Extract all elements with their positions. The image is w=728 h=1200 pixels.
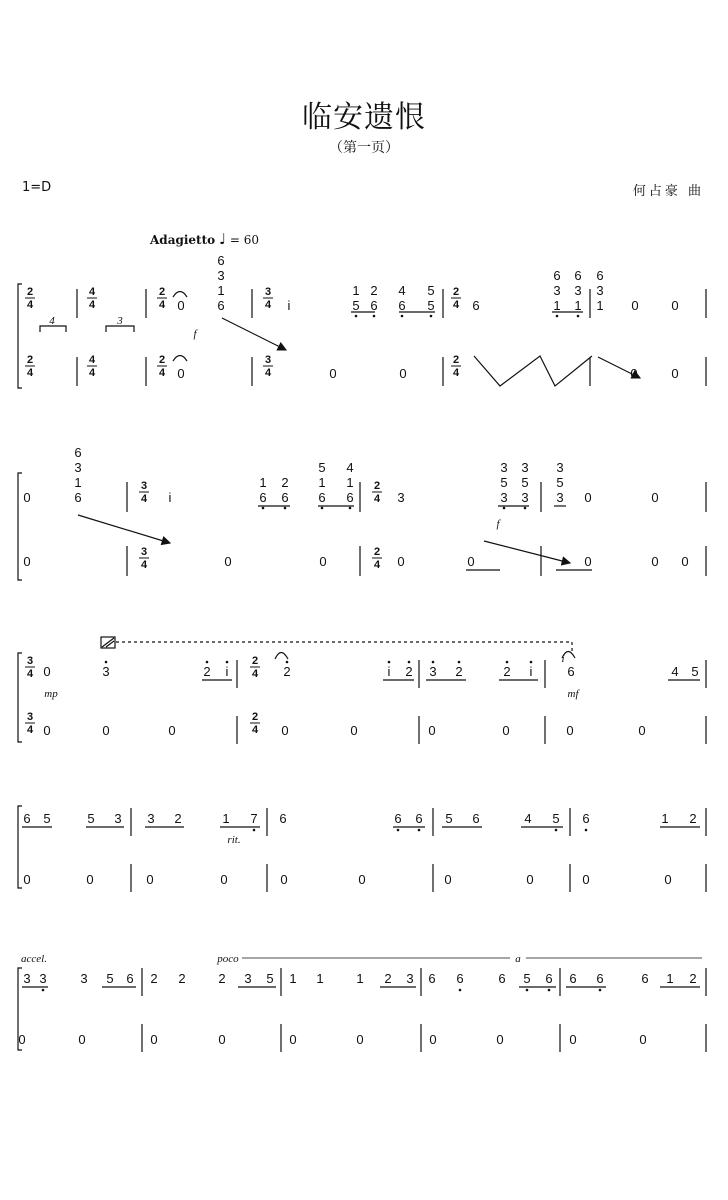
jianpu-note: 5 — [427, 298, 435, 313]
chord-note: 6 — [74, 445, 82, 460]
jianpu-note: 4 — [524, 811, 532, 826]
jianpu-note: 6 — [281, 490, 289, 505]
time-signature-top: 2 — [26, 286, 34, 298]
jianpu-note: i — [529, 664, 533, 679]
chord-note: 6 — [74, 490, 82, 505]
time-signature-top: 4 — [88, 286, 96, 298]
rest: 0 — [397, 554, 405, 569]
time-signature-bottom: 4 — [26, 668, 34, 680]
jianpu-note: 0 — [671, 298, 679, 313]
rest: 0 — [177, 298, 185, 313]
jianpu-note: 2 — [150, 971, 158, 986]
time-signature-top: 2 — [373, 546, 381, 558]
score-notes — [18, 253, 698, 1047]
jianpu-note: 6 — [23, 811, 31, 826]
jianpu-note: 2 — [174, 811, 182, 826]
rest: 0 — [356, 1032, 364, 1047]
rest: 0 — [146, 872, 154, 887]
jianpu-note: 5 — [266, 971, 274, 986]
jianpu-note: 2 — [281, 475, 289, 490]
rit-marking: rit. — [227, 834, 241, 846]
jianpu-note: 1 — [318, 475, 326, 490]
jianpu-note: 1 — [596, 298, 604, 313]
jianpu-note: 6 — [567, 664, 575, 679]
jianpu-note: 3 — [500, 460, 508, 475]
rest: 0 — [43, 723, 51, 738]
rest: 0 — [496, 1032, 504, 1047]
jianpu-note: 6 — [569, 971, 577, 986]
time-signature-top: 2 — [158, 286, 166, 298]
jianpu-note: 3 — [102, 664, 110, 679]
jianpu-note: 1 — [661, 811, 669, 826]
chord-note: 6 — [217, 298, 225, 313]
jianpu-note: 2 — [203, 664, 211, 679]
rest: 0 — [218, 1032, 226, 1047]
jianpu-note: 3 — [574, 283, 582, 298]
jianpu-note: 2 — [384, 971, 392, 986]
jianpu-note: 3 — [244, 971, 252, 986]
jianpu-note: 4 — [671, 664, 679, 679]
octave-dot — [459, 989, 462, 992]
jianpu-note: 5 — [552, 811, 560, 826]
staff-lines — [18, 284, 706, 1052]
jianpu-note: 5 — [43, 811, 51, 826]
time-signature-top: 2 — [251, 711, 259, 723]
jianpu-note: 6 — [346, 490, 354, 505]
jianpu-note: 5 — [445, 811, 453, 826]
jianpu-note: 2 — [689, 811, 697, 826]
jianpu-note: 4 — [346, 460, 354, 475]
jianpu-note: 0 — [651, 490, 659, 505]
rest: 0 — [639, 1032, 647, 1047]
jianpu-note: 3 — [429, 664, 437, 679]
dynamic-marking: mp — [44, 688, 58, 700]
rest: 0 — [319, 554, 327, 569]
jianpu-note: 5 — [427, 283, 435, 298]
octave-dot — [530, 661, 533, 664]
jianpu-note: 0 — [584, 490, 592, 505]
time-signature-bottom: 4 — [264, 299, 272, 311]
jianpu-note: 6 — [582, 811, 590, 826]
rest: 0 — [23, 490, 31, 505]
time-signature-bottom: 4 — [140, 559, 148, 571]
rest: 0 — [78, 1032, 86, 1047]
jianpu-note: 6 — [472, 811, 480, 826]
jianpu-note: 2 — [283, 664, 291, 679]
rest: 0 — [582, 872, 590, 887]
rest: 0 — [358, 872, 366, 887]
octave-dot — [262, 507, 265, 510]
octave-dot — [286, 661, 289, 664]
jianpu-note: 2 — [178, 971, 186, 986]
time-signature-top: 4 — [88, 354, 96, 366]
rest: 0 — [150, 1032, 158, 1047]
rest: 0 — [569, 1032, 577, 1047]
jianpu-note: 6 — [428, 971, 436, 986]
jianpu-note: i — [225, 664, 229, 679]
jianpu-note: 3 — [80, 971, 88, 986]
rest: 0 — [281, 723, 289, 738]
chord-note: 1 — [74, 475, 82, 490]
jianpu-note: 6 — [472, 298, 480, 313]
rest: 0 — [280, 872, 288, 887]
octave-dot — [506, 661, 509, 664]
jianpu-note: 3 — [23, 971, 31, 986]
tuplet-number: 3 — [117, 315, 123, 327]
grace-note: i — [561, 653, 565, 665]
jianpu-note: 2 — [689, 971, 697, 986]
octave-dot — [321, 507, 324, 510]
rest: 0 — [630, 366, 638, 381]
composer-credit: 何占豪 曲 — [632, 184, 704, 199]
rest: 0 — [86, 872, 94, 887]
tuplet-number: 4 — [49, 315, 55, 327]
jianpu-note: 0 — [631, 298, 639, 313]
time-signature-bottom: 4 — [452, 299, 460, 311]
rest: 0 — [220, 872, 228, 887]
rest: 0 — [681, 554, 689, 569]
jianpu-note: 3 — [521, 490, 529, 505]
dynamic-marking: f — [496, 518, 500, 530]
key-signature: 1=D — [22, 180, 52, 195]
jianpu-note: 6 — [545, 971, 553, 986]
jianpu-note: 6 — [259, 490, 267, 505]
jianpu-note: 2 — [455, 664, 463, 679]
time-signature-bottom: 4 — [452, 367, 460, 379]
time-signature-top: 2 — [158, 354, 166, 366]
jianpu-note: i — [387, 664, 391, 679]
time-signature-top: 2 — [452, 286, 460, 298]
jianpu-note: 3 — [397, 490, 405, 505]
jianpu-note: 6 — [641, 971, 649, 986]
octave-dot — [555, 829, 558, 832]
octave-dot — [418, 829, 421, 832]
octave-dot — [388, 661, 391, 664]
rest: 0 — [651, 554, 659, 569]
accel-marking: accel. — [21, 953, 47, 965]
jianpu-note: 1 — [574, 298, 582, 313]
chord-note: 3 — [74, 460, 82, 475]
jianpu-note: 5 — [500, 475, 508, 490]
rest: 0 — [638, 723, 646, 738]
time-signature-top: 3 — [26, 655, 34, 667]
time-signature-bottom: 4 — [373, 493, 381, 505]
tempo-term: Adagietto — [150, 233, 216, 247]
rest: 0 — [23, 872, 31, 887]
jianpu-note: 6 — [415, 811, 423, 826]
jianpu-note: 3 — [521, 460, 529, 475]
time-signature-top: 2 — [251, 655, 259, 667]
jianpu-note: 0 — [43, 664, 51, 679]
jianpu-note: 6 — [279, 811, 287, 826]
rest: 0 — [18, 1032, 26, 1047]
jianpu-note: 3 — [500, 490, 508, 505]
time-signature-bottom: 4 — [158, 299, 166, 311]
jianpu-note: 3 — [114, 811, 122, 826]
octave-dot — [42, 989, 45, 992]
jianpu-note: 2 — [405, 664, 413, 679]
rest: 0 — [671, 366, 679, 381]
dynamic-marking: f — [193, 328, 197, 340]
jianpu-note: 1 — [352, 283, 360, 298]
time-signature-bottom: 4 — [158, 367, 166, 379]
octave-dot — [526, 989, 529, 992]
time-signature-top: 2 — [26, 354, 34, 366]
quarter-note-icon: ♩ — [218, 230, 227, 248]
octave-dot — [226, 661, 229, 664]
time-signature-bottom: 4 — [88, 367, 96, 379]
rest: 0 — [399, 366, 407, 381]
octave-dot — [355, 315, 358, 318]
jianpu-note: 6 — [394, 811, 402, 826]
jianpu-note: 6 — [370, 298, 378, 313]
time-signature-bottom: 4 — [88, 299, 96, 311]
octave-dot — [105, 661, 108, 664]
chord-note: 3 — [217, 268, 225, 283]
a-marking: a — [515, 953, 521, 965]
jianpu-note: 3 — [556, 460, 564, 475]
jianpu-note: 1 — [222, 811, 230, 826]
jianpu-note: 3 — [553, 283, 561, 298]
time-signature-bottom: 4 — [251, 668, 259, 680]
rest: 0 — [566, 723, 574, 738]
jianpu-note: 1 — [259, 475, 267, 490]
octave-dot — [408, 661, 411, 664]
rest: 0 — [102, 723, 110, 738]
rest: 0 — [177, 366, 185, 381]
octave-dot — [503, 507, 506, 510]
octave-dot — [397, 829, 400, 832]
jianpu-note: 5 — [523, 971, 531, 986]
jianpu-note: 6 — [398, 298, 406, 313]
jianpu-note: 6 — [498, 971, 506, 986]
octave-dot — [585, 829, 588, 832]
jianpu-note: 5 — [352, 298, 360, 313]
rest: 0 — [584, 554, 592, 569]
jianpu-note: i — [168, 490, 172, 505]
time-signature-bottom: 4 — [140, 493, 148, 505]
time-signature-top: 3 — [26, 711, 34, 723]
rest: 0 — [168, 723, 176, 738]
time-signature-bottom: 4 — [251, 724, 259, 736]
octave-dot — [524, 507, 527, 510]
jianpu-note: 6 — [126, 971, 134, 986]
jianpu-note: i — [287, 298, 291, 313]
chord-note: 1 — [217, 283, 225, 298]
time-signature-top: 2 — [373, 480, 381, 492]
time-signature-bottom: 4 — [26, 367, 34, 379]
time-signature-bottom: 4 — [26, 724, 34, 736]
jianpu-note: 6 — [553, 268, 561, 283]
time-signature-top: 3 — [264, 354, 272, 366]
jianpu-note: 4 — [398, 283, 406, 298]
jianpu-note: 5 — [521, 475, 529, 490]
time-signature-top: 2 — [452, 354, 460, 366]
dynamic-marking: mf — [567, 688, 579, 700]
rest: 0 — [428, 723, 436, 738]
jianpu-note: 3 — [556, 490, 564, 505]
jianpu-note: 6 — [456, 971, 464, 986]
jianpu-note: 1 — [316, 971, 324, 986]
time-signature-bottom: 4 — [26, 299, 34, 311]
time-signature-bottom: 4 — [373, 559, 381, 571]
jianpu-note: 6 — [596, 268, 604, 283]
jianpu-note: 6 — [596, 971, 604, 986]
jianpu-note: 5 — [318, 460, 326, 475]
jianpu-note: 3 — [39, 971, 47, 986]
jianpu-note: 5 — [556, 475, 564, 490]
octave-dot — [253, 829, 256, 832]
rest: 0 — [23, 554, 31, 569]
jianpu-note: 5 — [691, 664, 699, 679]
tempo-value: = 60 — [229, 233, 260, 247]
jianpu-note: 3 — [147, 811, 155, 826]
jianpu-note: 2 — [218, 971, 226, 986]
octave-dot — [373, 315, 376, 318]
jianpu-note: 6 — [574, 268, 582, 283]
jianpu-note: 1 — [553, 298, 561, 313]
octave-dot — [284, 507, 287, 510]
time-signature-bottom: 4 — [264, 367, 272, 379]
chord-note: 6 — [217, 253, 225, 268]
octave-dot — [206, 661, 209, 664]
jianpu-note: 3 — [406, 971, 414, 986]
rest: 0 — [664, 872, 672, 887]
jianpu-note: 2 — [503, 664, 511, 679]
octave-dot — [599, 989, 602, 992]
rest: 0 — [224, 554, 232, 569]
octave-dot — [556, 315, 559, 318]
octave-dot — [432, 661, 435, 664]
jianpu-note: 2 — [370, 283, 378, 298]
octave-dot — [349, 507, 352, 510]
jianpu-note: 7 — [250, 811, 258, 826]
page-subtitle: （第一页） — [329, 140, 399, 156]
rest: 0 — [289, 1032, 297, 1047]
jianpu-note: 1 — [289, 971, 297, 986]
rest: 0 — [467, 554, 475, 569]
rest: 0 — [350, 723, 358, 738]
octave-dot — [458, 661, 461, 664]
jianpu-note: 1 — [666, 971, 674, 986]
piece-title: 临安遗恨 — [302, 100, 426, 135]
octave-dot — [401, 315, 404, 318]
time-signature-top: 3 — [140, 546, 148, 558]
jianpu-note: 5 — [106, 971, 114, 986]
time-signature-top: 3 — [264, 286, 272, 298]
jianpu-note: 3 — [596, 283, 604, 298]
jianpu-note: 1 — [356, 971, 364, 986]
rest: 0 — [429, 1032, 437, 1047]
time-signature-top: 3 — [140, 480, 148, 492]
jianpu-note: 6 — [318, 490, 326, 505]
rest: 0 — [329, 366, 337, 381]
octave-dot — [430, 315, 433, 318]
rest: 0 — [502, 723, 510, 738]
jianpu-note: 1 — [346, 475, 354, 490]
rest: 0 — [444, 872, 452, 887]
poco-marking: poco — [217, 953, 239, 965]
jianpu-note: 5 — [87, 811, 95, 826]
octave-dot — [548, 989, 551, 992]
rest: 0 — [526, 872, 534, 887]
octave-dot — [577, 315, 580, 318]
